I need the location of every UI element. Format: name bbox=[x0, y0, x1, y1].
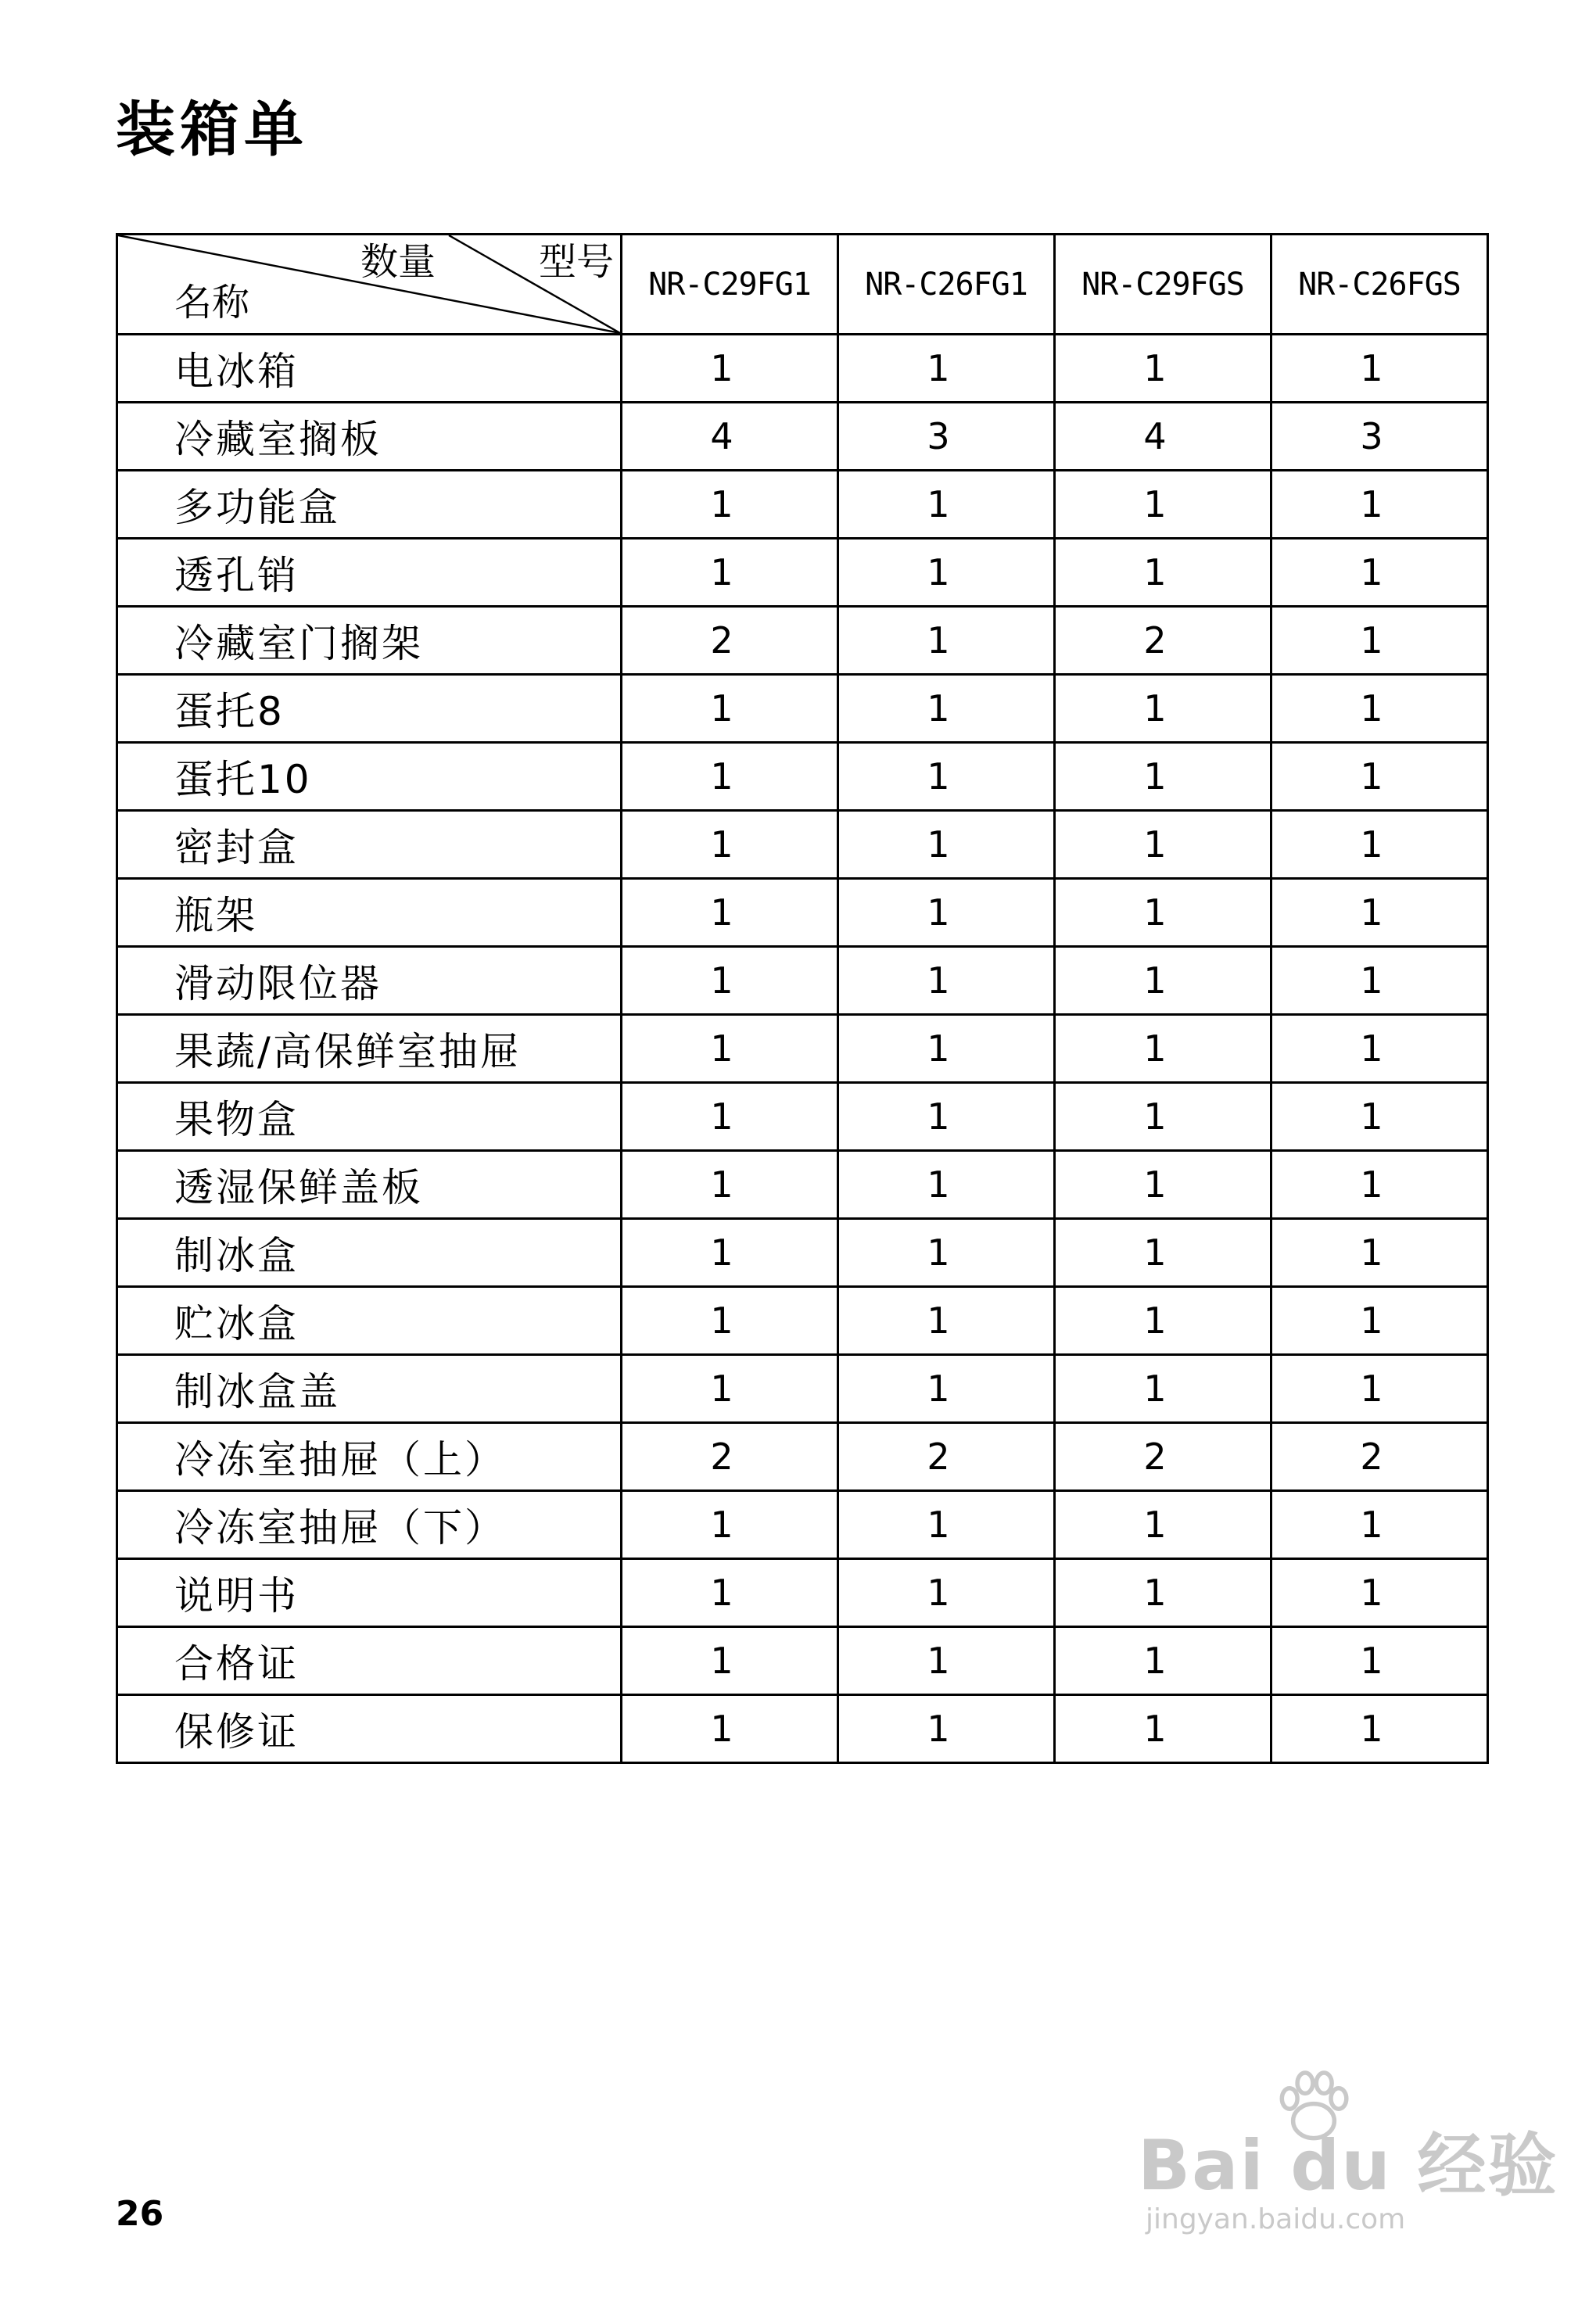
quantity-value: 1 bbox=[710, 1368, 733, 1410]
quantity-cell bbox=[838, 1559, 1055, 1627]
quantity-cell bbox=[1055, 879, 1271, 947]
quantity-value: 1 bbox=[710, 823, 733, 866]
quantity-cell bbox=[1271, 743, 1488, 811]
quantity-value: 1 bbox=[1360, 1095, 1383, 1138]
quantity-cell bbox=[622, 607, 838, 675]
quantity-cell bbox=[838, 879, 1055, 947]
quantity-value: 1 bbox=[1143, 483, 1167, 525]
quantity-value: 1 bbox=[710, 687, 733, 729]
item-name-cell: 滑动限位器 bbox=[117, 947, 622, 1015]
quantity-value: 1 bbox=[1360, 959, 1383, 1002]
quantity-value: 1 bbox=[710, 1027, 733, 1070]
quantity-value: 2 bbox=[1143, 1436, 1167, 1478]
quantity-value: 1 bbox=[1360, 1231, 1383, 1274]
model-header: NR-C29FG1 bbox=[622, 235, 838, 335]
table-row bbox=[117, 403, 1488, 471]
quantity-cell bbox=[1271, 1491, 1488, 1559]
quantity-cell bbox=[838, 1151, 1055, 1219]
quantity-value: 1 bbox=[927, 1640, 950, 1682]
quantity-cell bbox=[622, 879, 838, 947]
table-row bbox=[117, 1151, 1488, 1219]
quantity-value: 1 bbox=[710, 1572, 733, 1614]
quantity-cell bbox=[622, 1627, 838, 1695]
table-row bbox=[117, 1695, 1488, 1763]
quantity-cell bbox=[1055, 811, 1271, 879]
quantity-cell bbox=[838, 1219, 1055, 1287]
watermark-url: jingyan.baidu.com bbox=[1146, 2203, 1406, 2235]
quantity-value: 1 bbox=[1360, 1299, 1383, 1342]
quantity-cell bbox=[838, 1491, 1055, 1559]
quantity-value: 1 bbox=[710, 1163, 733, 1206]
quantity-value: 1 bbox=[1360, 619, 1383, 661]
model-header: NR-C26FG1 bbox=[838, 235, 1055, 335]
quantity-value: 1 bbox=[927, 1027, 950, 1070]
quantity-cell bbox=[1271, 1083, 1488, 1151]
quantity-value: 1 bbox=[927, 1163, 950, 1206]
quantity-value: 1 bbox=[710, 551, 733, 593]
item-name-cell: 果蔬/高保鲜室抽屉 bbox=[117, 1015, 622, 1083]
quantity-value: 4 bbox=[1143, 415, 1167, 457]
quantity-cell bbox=[622, 1287, 838, 1355]
quantity-value: 1 bbox=[927, 551, 950, 593]
quantity-value: 1 bbox=[1360, 1708, 1383, 1750]
item-name-cell: 蛋托10 bbox=[117, 743, 622, 811]
quantity-cell bbox=[838, 1423, 1055, 1491]
table-row bbox=[117, 1559, 1488, 1627]
quantity-value: 1 bbox=[1143, 891, 1167, 934]
quantity-cell bbox=[1271, 811, 1488, 879]
quantity-value: 1 bbox=[1360, 1163, 1383, 1206]
quantity-cell bbox=[1055, 675, 1271, 743]
quantity-cell bbox=[1055, 471, 1271, 539]
quantity-cell bbox=[622, 403, 838, 471]
quantity-value: 1 bbox=[1360, 1640, 1383, 1682]
quantity-value: 1 bbox=[1360, 891, 1383, 934]
quantity-value: 1 bbox=[927, 347, 950, 389]
quantity-cell bbox=[1055, 1015, 1271, 1083]
quantity-cell bbox=[1055, 1695, 1271, 1763]
quantity-value: 1 bbox=[1360, 1027, 1383, 1070]
quantity-cell bbox=[1055, 607, 1271, 675]
quantity-cell bbox=[1055, 947, 1271, 1015]
table-row bbox=[117, 675, 1488, 743]
quantity-cell bbox=[1271, 1627, 1488, 1695]
quantity-value: 1 bbox=[1143, 755, 1167, 798]
quantity-value: 1 bbox=[710, 1095, 733, 1138]
table-row bbox=[117, 1219, 1488, 1287]
quantity-value: 1 bbox=[710, 755, 733, 798]
quantity-cell bbox=[622, 1355, 838, 1423]
quantity-cell bbox=[838, 743, 1055, 811]
quantity-value: 1 bbox=[1143, 1504, 1167, 1546]
quantity-value: 1 bbox=[927, 1095, 950, 1138]
item-name-cell: 多功能盒 bbox=[117, 471, 622, 539]
page-title: 装箱单 bbox=[116, 95, 308, 164]
quantity-cell bbox=[622, 1219, 838, 1287]
quantity-cell bbox=[1271, 607, 1488, 675]
quantity-value: 2 bbox=[1143, 619, 1167, 661]
table-row bbox=[117, 335, 1488, 403]
quantity-value: 1 bbox=[927, 687, 950, 729]
quantity-cell bbox=[622, 675, 838, 743]
item-name-cell: 冷藏室搁板 bbox=[117, 403, 622, 471]
item-name-cell: 贮冰盒 bbox=[117, 1287, 622, 1355]
quantity-cell bbox=[622, 811, 838, 879]
table-row bbox=[117, 1491, 1488, 1559]
table-row bbox=[117, 1083, 1488, 1151]
quantity-value: 1 bbox=[1143, 1368, 1167, 1410]
quantity-cell bbox=[1271, 335, 1488, 403]
quantity-value: 1 bbox=[1360, 823, 1383, 866]
quantity-cell bbox=[1271, 1287, 1488, 1355]
quantity-value: 1 bbox=[1360, 1504, 1383, 1546]
quantity-cell bbox=[622, 471, 838, 539]
quantity-cell bbox=[838, 539, 1055, 607]
name-label: 名称 bbox=[174, 281, 250, 324]
quantity-cell bbox=[622, 1015, 838, 1083]
quantity-cell bbox=[838, 1695, 1055, 1763]
quantity-cell bbox=[1271, 1219, 1488, 1287]
quantity-cell bbox=[1271, 1151, 1488, 1219]
watermark-text: Bai du 经验 bbox=[1138, 2125, 1558, 2206]
table-row bbox=[117, 607, 1488, 675]
quantity-cell bbox=[622, 743, 838, 811]
quantity-cell bbox=[1271, 879, 1488, 947]
table-body bbox=[117, 335, 1488, 1763]
quantity-cell bbox=[1271, 947, 1488, 1015]
table-row bbox=[117, 743, 1488, 811]
quantity-cell bbox=[1055, 743, 1271, 811]
quantity-value: 1 bbox=[927, 619, 950, 661]
quantity-value: 1 bbox=[927, 1504, 950, 1546]
quantity-value: 1 bbox=[1360, 687, 1383, 729]
quantity-cell bbox=[1055, 1627, 1271, 1695]
quantity-cell bbox=[622, 1491, 838, 1559]
quantity-value: 2 bbox=[710, 619, 733, 661]
quantity-value: 1 bbox=[710, 1231, 733, 1274]
quantity-cell bbox=[838, 607, 1055, 675]
quantity-value: 2 bbox=[710, 1436, 733, 1478]
quantity-cell bbox=[838, 1355, 1055, 1423]
table-row bbox=[117, 879, 1488, 947]
quantity-cell bbox=[1055, 1151, 1271, 1219]
quantity-cell bbox=[622, 1083, 838, 1151]
quantity-cell bbox=[622, 335, 838, 403]
quantity-value: 1 bbox=[927, 1231, 950, 1274]
item-name-cell: 密封盒 bbox=[117, 811, 622, 879]
quantity-cell bbox=[622, 1423, 838, 1491]
item-name-cell: 冷藏室门搁架 bbox=[117, 607, 622, 675]
quantity-value: 1 bbox=[710, 1299, 733, 1342]
table-row bbox=[117, 1015, 1488, 1083]
model-label: 型号 bbox=[538, 240, 614, 284]
table-row bbox=[117, 947, 1488, 1015]
item-name-cell: 保修证 bbox=[117, 1695, 622, 1763]
quantity-value: 2 bbox=[1360, 1436, 1383, 1478]
quantity-cell bbox=[622, 1695, 838, 1763]
quantity-value: 1 bbox=[1360, 755, 1383, 798]
quantity-cell bbox=[1055, 1355, 1271, 1423]
table-row bbox=[117, 1355, 1488, 1423]
quantity-value: 1 bbox=[1143, 1708, 1167, 1750]
item-name-cell: 制冰盒 bbox=[117, 1219, 622, 1287]
quantity-value: 1 bbox=[927, 483, 950, 525]
quantity-value: 1 bbox=[1360, 1368, 1383, 1410]
quantity-value: 1 bbox=[1360, 1572, 1383, 1614]
quantity-cell bbox=[1055, 335, 1271, 403]
quantity-cell bbox=[838, 335, 1055, 403]
item-name-cell: 冷冻室抽屉（上） bbox=[117, 1423, 622, 1491]
quantity-value: 2 bbox=[927, 1436, 950, 1478]
quantity-value: 1 bbox=[1143, 1640, 1167, 1682]
quantity-value: 1 bbox=[927, 1299, 950, 1342]
quantity-value: 1 bbox=[1143, 1299, 1167, 1342]
model-header: NR-C29FGS bbox=[1055, 235, 1271, 335]
quantity-value: 1 bbox=[1360, 347, 1383, 389]
quantity-cell bbox=[1055, 403, 1271, 471]
baidu-jingyan-watermark bbox=[1138, 2064, 1558, 2252]
quantity-cell bbox=[838, 403, 1055, 471]
quantity-cell bbox=[1271, 675, 1488, 743]
table-header-row bbox=[117, 235, 1488, 335]
quantity-value: 1 bbox=[927, 755, 950, 798]
quantity-value: 1 bbox=[1143, 1572, 1167, 1614]
quantity-value: 1 bbox=[710, 891, 733, 934]
quantity-value: 1 bbox=[710, 347, 733, 389]
table-row bbox=[117, 471, 1488, 539]
quantity-cell bbox=[1271, 539, 1488, 607]
quantity-value: 1 bbox=[710, 1708, 733, 1750]
quantity-cell bbox=[1055, 1559, 1271, 1627]
quantity-cell bbox=[838, 947, 1055, 1015]
table-row bbox=[117, 1423, 1488, 1491]
quantity-cell bbox=[838, 1627, 1055, 1695]
quantity-cell bbox=[838, 675, 1055, 743]
quantity-value: 1 bbox=[927, 823, 950, 866]
quantity-value: 1 bbox=[1143, 959, 1167, 1002]
quantity-cell bbox=[838, 811, 1055, 879]
quantity-value: 1 bbox=[927, 1572, 950, 1614]
item-name-cell: 电冰箱 bbox=[117, 335, 622, 403]
item-name-cell: 蛋托8 bbox=[117, 675, 622, 743]
quantity-value: 3 bbox=[927, 415, 950, 457]
quantity-cell bbox=[1271, 471, 1488, 539]
table-row bbox=[117, 539, 1488, 607]
quantity-cell bbox=[1271, 403, 1488, 471]
item-name-cell: 制冰盒盖 bbox=[117, 1355, 622, 1423]
quantity-value: 1 bbox=[1143, 1231, 1167, 1274]
diagonal-header-cell bbox=[117, 235, 622, 335]
quantity-value: 1 bbox=[927, 891, 950, 934]
table-row bbox=[117, 1287, 1488, 1355]
quantity-cell bbox=[622, 1559, 838, 1627]
quantity-value: 1 bbox=[1143, 1027, 1167, 1070]
model-header: NR-C26FGS bbox=[1271, 235, 1488, 335]
table-row bbox=[117, 811, 1488, 879]
quantity-value: 1 bbox=[1360, 551, 1383, 593]
item-name-cell: 透孔销 bbox=[117, 539, 622, 607]
quantity-cell bbox=[1055, 1083, 1271, 1151]
quantity-cell bbox=[1055, 1423, 1271, 1491]
item-name-cell: 冷冻室抽屉（下） bbox=[117, 1491, 622, 1559]
quantity-cell bbox=[1271, 1695, 1488, 1763]
page-number: 26 bbox=[116, 2194, 164, 2234]
quantity-cell bbox=[1055, 1287, 1271, 1355]
item-name-cell: 说明书 bbox=[117, 1559, 622, 1627]
table-row bbox=[117, 1627, 1488, 1695]
item-name-cell: 果物盒 bbox=[117, 1083, 622, 1151]
quantity-cell bbox=[1271, 1559, 1488, 1627]
quantity-cell bbox=[838, 471, 1055, 539]
packing-list-table bbox=[116, 233, 1489, 1764]
quantity-cell bbox=[622, 1151, 838, 1219]
quantity-value: 1 bbox=[1360, 483, 1383, 525]
quantity-cell bbox=[622, 539, 838, 607]
quantity-value: 1 bbox=[927, 959, 950, 1002]
quantity-cell bbox=[1271, 1355, 1488, 1423]
quantity-value: 1 bbox=[710, 1640, 733, 1682]
quantity-cell bbox=[622, 947, 838, 1015]
quantity-cell bbox=[838, 1083, 1055, 1151]
quantity-value: 1 bbox=[927, 1368, 950, 1410]
quantity-cell bbox=[1055, 539, 1271, 607]
item-name-cell: 瓶架 bbox=[117, 879, 622, 947]
quantity-value: 1 bbox=[1143, 823, 1167, 866]
quantity-cell bbox=[1055, 1219, 1271, 1287]
quantity-value: 1 bbox=[1143, 347, 1167, 389]
quantity-value: 3 bbox=[1360, 415, 1383, 457]
quantity-cell bbox=[838, 1015, 1055, 1083]
quantity-cell bbox=[1055, 1491, 1271, 1559]
quantity-value: 1 bbox=[710, 959, 733, 1002]
item-name-cell: 透湿保鲜盖板 bbox=[117, 1151, 622, 1219]
quantity-value: 4 bbox=[710, 415, 733, 457]
quantity-value: 1 bbox=[1143, 687, 1167, 729]
quantity-value: 1 bbox=[1143, 1163, 1167, 1206]
quantity-cell bbox=[1271, 1423, 1488, 1491]
quantity-cell bbox=[1271, 1015, 1488, 1083]
item-name-cell: 合格证 bbox=[117, 1627, 622, 1695]
quantity-label: 数量 bbox=[360, 240, 436, 284]
quantity-value: 1 bbox=[1143, 551, 1167, 593]
quantity-value: 1 bbox=[927, 1708, 950, 1750]
quantity-value: 1 bbox=[710, 483, 733, 525]
quantity-value: 1 bbox=[1143, 1095, 1167, 1138]
quantity-cell bbox=[838, 1287, 1055, 1355]
quantity-value: 1 bbox=[710, 1504, 733, 1546]
